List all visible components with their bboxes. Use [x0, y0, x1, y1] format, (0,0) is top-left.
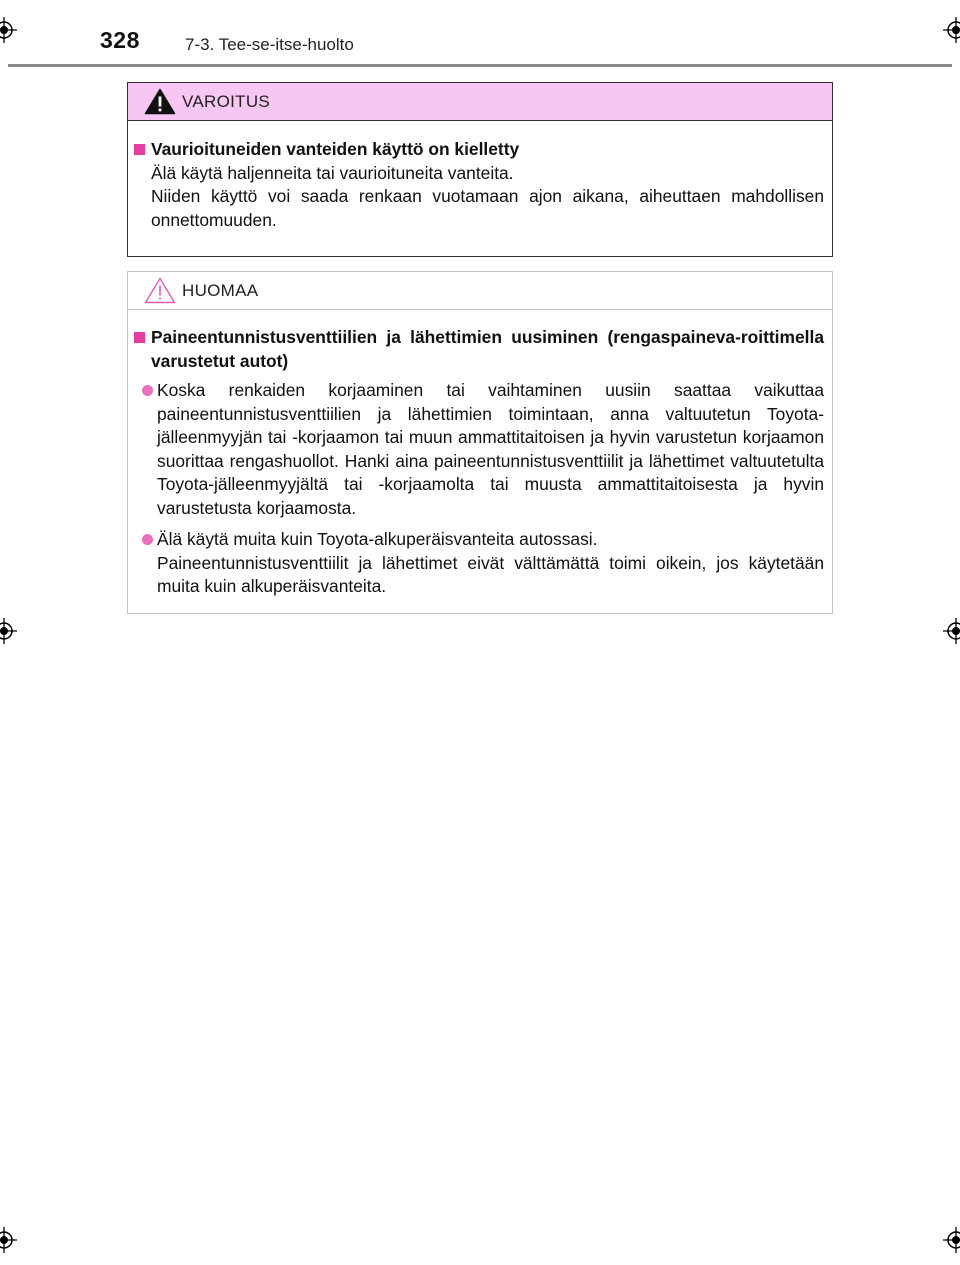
notice-bullet-text: [157, 379, 824, 520]
header-divider: [8, 64, 952, 67]
notice-bullet: [134, 528, 824, 599]
warning-item-heading: [134, 138, 824, 162]
warning-label: VAROITUS: [182, 92, 271, 111]
warning-triangle-icon: [144, 88, 176, 115]
bullet-dot-icon: [142, 385, 153, 396]
registration-mark-icon: [0, 1227, 17, 1253]
registration-mark-icon: [0, 17, 17, 43]
page-number: 328: [100, 27, 140, 53]
registration-mark-icon: [943, 1227, 960, 1253]
warning-item-title: Vaurioituneiden vanteiden käyttö on kielletty: [151, 139, 520, 159]
section-title: 7-3. Tee-se-itse-huolto: [185, 35, 354, 54]
caution-triangle-icon: [144, 277, 176, 304]
notice-box: [127, 271, 833, 614]
section-square-icon: [134, 144, 145, 155]
warning-paragraph: Älä käytä haljenneita tai vaurioituneita vanteita.: [151, 162, 514, 183]
warning-body: [128, 121, 832, 232]
notice-item-heading: [134, 326, 824, 373]
registration-mark-icon: [943, 17, 960, 43]
registration-mark-icon: [0, 618, 17, 644]
notice-item-title: Paineentunnistusventtiilien ja lähettimien uusiminen (rengaspaineva-roittimella varustetut autot): [151, 327, 824, 371]
notice-label: HUOMAA: [182, 281, 259, 300]
section-square-icon: [134, 332, 145, 343]
warning-header: [128, 83, 832, 121]
warning-paragraph: Niiden käyttö voi saada renkaan vuotamaan ajon aikana, aiheuttaen mahdollisen onnettomuuden.: [151, 186, 824, 230]
notice-header: [128, 272, 832, 310]
notice-bullet-text: [157, 528, 824, 599]
bullet-dot-icon: [142, 534, 153, 545]
notice-body: [128, 310, 832, 599]
bullet-line: Älä käytä muita kuin Toyota-alkuperäisvanteita autossasi.: [157, 529, 598, 549]
bullet-line: Koska renkaiden korjaaminen tai vaihtaminen uusiin saattaa vaikuttaa paineentunnistusventtiilien ja lähettimien toimintaan, anna valtuutetun Toyota-jälleenmyyjän tai -korjaamon tai muun ammattitaitoisen ja hyvin varustetun korjaamon suorittaa rengashuollot. Hanki aina paineentunnistusventtiilit ja lähettimet valtuutetulta Toyota-jälleenmyyjältä tai -korjaamolta tai muusta ammattitaitoisesta ja hyvin varustetusta korjaamosta.: [157, 380, 824, 518]
bullet-line: Paineentunnistusventtiilit ja lähettimet eivät välttämättä toimi oikein, jos käytetään muita kuin alkuperäisvanteita.: [157, 552, 824, 596]
notice-bullet: [134, 379, 824, 520]
warning-box: [127, 82, 833, 257]
registration-mark-icon: [943, 618, 960, 644]
